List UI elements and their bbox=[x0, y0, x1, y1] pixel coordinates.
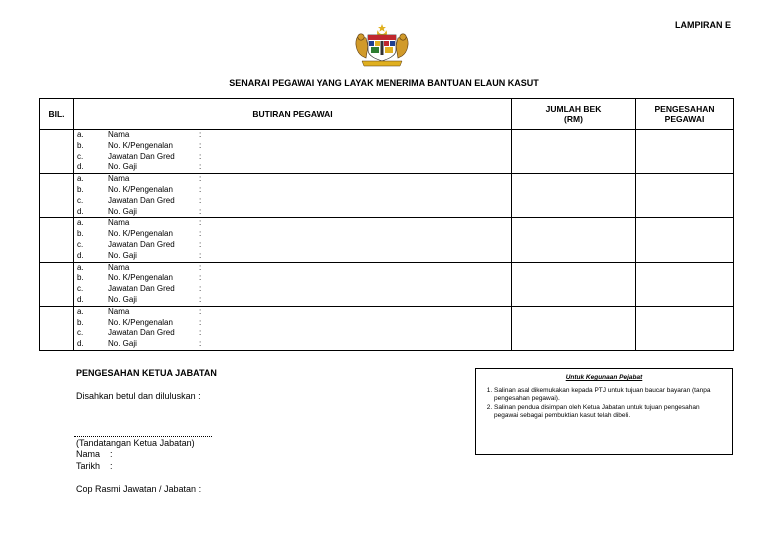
field-label: No. K/Pengenalan bbox=[108, 273, 173, 283]
field-label: No. K/Pengenalan bbox=[108, 140, 173, 150]
butiran-line bbox=[74, 328, 511, 339]
disahkan-text: Disahkan betul dan diluluskan : bbox=[76, 391, 201, 401]
butiran-line bbox=[74, 339, 511, 350]
field-colon: : bbox=[199, 130, 202, 139]
pengesahan-cell bbox=[636, 130, 734, 174]
table-row bbox=[40, 306, 734, 350]
field-label: Nama bbox=[108, 306, 130, 316]
cop-rasmi-field: Cop Rasmi Jawatan / Jabatan : bbox=[76, 484, 202, 494]
field-label: No. Gaji bbox=[108, 206, 137, 216]
table-row bbox=[40, 130, 734, 174]
bil-cell bbox=[40, 262, 74, 306]
field-key: d. bbox=[77, 250, 84, 260]
field-key: d. bbox=[77, 162, 84, 172]
pengesahan-cell bbox=[636, 262, 734, 306]
field-label: No. Gaji bbox=[108, 162, 137, 172]
field-label: No. Gaji bbox=[108, 339, 137, 349]
pengesahan-cell bbox=[636, 306, 734, 350]
field-key: d. bbox=[77, 339, 84, 349]
butiran-line bbox=[74, 295, 511, 306]
butiran-cell bbox=[74, 218, 512, 262]
bil-cell bbox=[40, 218, 74, 262]
office-use-box bbox=[475, 368, 733, 455]
header-bil: BIL. bbox=[40, 99, 74, 130]
butiran-line bbox=[74, 229, 511, 240]
butiran-line bbox=[74, 185, 511, 196]
office-note: 2. Salinan pendua disimpan oleh Ketua Jabatan untuk tujuan pengesahan pegawai sebagai pembuktian kasut telah dibeli. bbox=[494, 404, 722, 421]
tarikh-field: Tarikh : bbox=[76, 461, 113, 471]
butiran-line bbox=[74, 318, 511, 329]
office-note: 1. Salinan asal dikemukakan kepada PTJ untuk tujuan baucar bayaran (tanpa pengesahan pegawai). bbox=[494, 387, 722, 404]
field-label: Jawatan Dan Gred bbox=[108, 284, 175, 294]
pengesahan-cell bbox=[636, 218, 734, 262]
field-key: b. bbox=[77, 184, 84, 194]
field-key: a. bbox=[77, 218, 84, 228]
pegawai-table bbox=[39, 98, 734, 351]
bil-cell bbox=[40, 174, 74, 218]
butiran-line bbox=[74, 240, 511, 251]
field-colon: : bbox=[199, 229, 202, 239]
nama-field: Nama : bbox=[76, 449, 113, 459]
field-colon: : bbox=[199, 284, 202, 294]
field-colon: : bbox=[199, 328, 202, 338]
butiran-line bbox=[74, 162, 511, 173]
butiran-cell bbox=[74, 262, 512, 306]
field-key: c. bbox=[77, 151, 84, 161]
field-colon: : bbox=[199, 294, 202, 304]
jumlah-cell bbox=[512, 218, 636, 262]
pengesahan-cell bbox=[636, 174, 734, 218]
field-label: Jawatan Dan Gred bbox=[108, 328, 175, 338]
field-colon: : bbox=[199, 339, 202, 349]
jumlah-cell bbox=[512, 262, 636, 306]
field-colon: : bbox=[199, 218, 202, 228]
butiran-cell bbox=[74, 130, 512, 174]
table-row bbox=[40, 262, 734, 306]
coat-of-arms-icon bbox=[352, 24, 412, 68]
butiran-line bbox=[74, 218, 511, 229]
field-key: c. bbox=[77, 328, 84, 338]
field-key: b. bbox=[77, 273, 84, 283]
bil-cell bbox=[40, 130, 74, 174]
field-key: a. bbox=[77, 262, 84, 272]
field-key: a. bbox=[77, 130, 84, 139]
field-label: Nama bbox=[108, 262, 130, 272]
butiran-line bbox=[74, 273, 511, 284]
field-label: Nama bbox=[108, 174, 130, 184]
butiran-line bbox=[74, 130, 511, 141]
field-colon: : bbox=[199, 151, 202, 161]
field-label: No. K/Pengenalan bbox=[108, 184, 173, 194]
butiran-line bbox=[74, 251, 511, 262]
field-colon: : bbox=[199, 140, 202, 150]
field-key: b. bbox=[77, 229, 84, 239]
field-label: No. K/Pengenalan bbox=[108, 317, 173, 327]
field-key: a. bbox=[77, 174, 84, 184]
butiran-line bbox=[74, 152, 511, 163]
field-key: d. bbox=[77, 206, 84, 216]
field-label: Jawatan Dan Gred bbox=[108, 239, 175, 249]
field-colon: : bbox=[199, 239, 202, 249]
butiran-line bbox=[74, 284, 511, 295]
butiran-line bbox=[74, 263, 511, 274]
field-key: c. bbox=[77, 195, 84, 205]
field-label: No. K/Pengenalan bbox=[108, 229, 173, 239]
butiran-cell bbox=[74, 306, 512, 350]
signature-line bbox=[74, 436, 212, 437]
field-colon: : bbox=[199, 250, 202, 260]
field-label: No. Gaji bbox=[108, 250, 137, 260]
field-key: d. bbox=[77, 294, 84, 304]
table-row bbox=[40, 218, 734, 262]
header-jumlah-label: JUMLAH BEK (RM) bbox=[545, 104, 602, 124]
header-jumlah bbox=[512, 99, 636, 130]
jumlah-cell bbox=[512, 174, 636, 218]
office-notes-list bbox=[476, 387, 732, 421]
table-row bbox=[40, 174, 734, 218]
butiran-line bbox=[74, 141, 511, 152]
field-key: b. bbox=[77, 140, 84, 150]
butiran-line bbox=[74, 174, 511, 185]
field-label: Jawatan Dan Gred bbox=[108, 195, 175, 205]
field-colon: : bbox=[199, 184, 202, 194]
butiran-line bbox=[74, 207, 511, 218]
document-title: SENARAI PEGAWAI YANG LAYAK MENERIMA BANTUAN ELAUN KASUT bbox=[229, 78, 539, 88]
field-colon: : bbox=[199, 174, 202, 184]
field-colon: : bbox=[199, 206, 202, 216]
field-colon: : bbox=[199, 162, 202, 172]
field-key: a. bbox=[77, 306, 84, 316]
field-key: c. bbox=[77, 284, 84, 294]
field-key: b. bbox=[77, 317, 84, 327]
field-colon: : bbox=[199, 273, 202, 283]
header-pengesahan bbox=[636, 99, 734, 130]
field-colon: : bbox=[199, 262, 202, 272]
field-label: Nama bbox=[108, 130, 130, 139]
field-label: Jawatan Dan Gred bbox=[108, 151, 175, 161]
table-header-row bbox=[40, 99, 734, 130]
signature-label: (Tandatangan Ketua Jabatan) bbox=[76, 438, 195, 448]
field-label: Nama bbox=[108, 218, 130, 228]
butiran-line bbox=[74, 196, 511, 207]
field-colon: : bbox=[199, 306, 202, 316]
office-use-title: Untuk Kegunaan Pejabat bbox=[565, 374, 643, 381]
header-pengesahan-label: PENGESAHAN PEGAWAI bbox=[654, 104, 715, 124]
pengesahan-ketua-heading: PENGESAHAN KETUA JABATAN bbox=[76, 368, 217, 378]
bil-cell bbox=[40, 306, 74, 350]
header-butiran: BUTIRAN PEGAWAI bbox=[74, 99, 512, 130]
butiran-line bbox=[74, 307, 511, 318]
butiran-cell bbox=[74, 174, 512, 218]
field-colon: : bbox=[199, 317, 202, 327]
field-label: No. Gaji bbox=[108, 294, 137, 304]
field-colon: : bbox=[199, 195, 202, 205]
jumlah-cell bbox=[512, 130, 636, 174]
field-key: c. bbox=[77, 239, 84, 249]
lampiran-label: LAMPIRAN E bbox=[675, 20, 731, 30]
jumlah-cell bbox=[512, 306, 636, 350]
